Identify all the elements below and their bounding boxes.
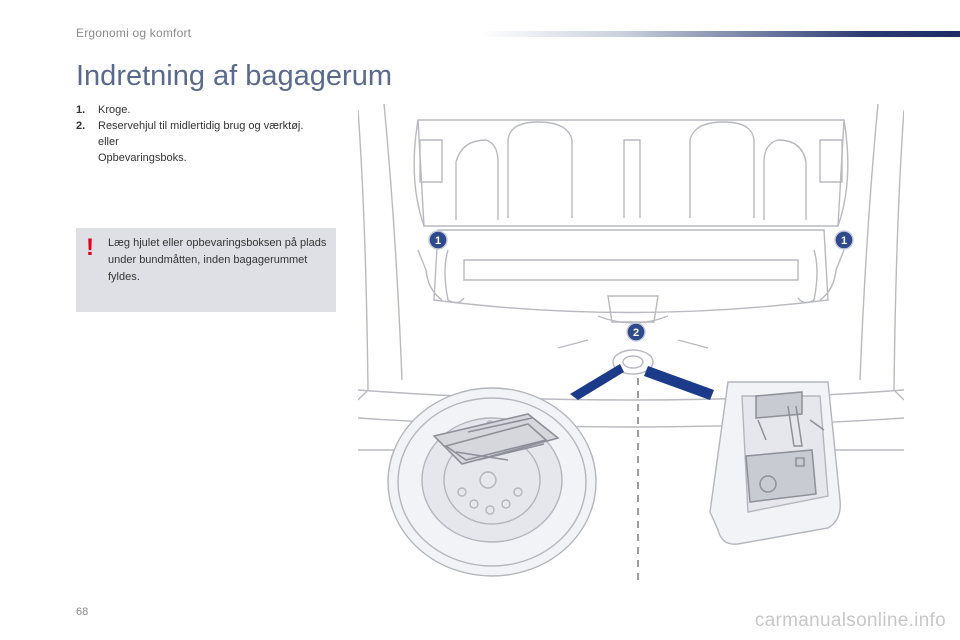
warning-text: Læg hjulet eller opbevaringsboksen på plads under bundmåtten, inden bagagerummet fyldes. (108, 237, 327, 283)
trunk-illustration (358, 100, 904, 584)
exclamation-icon: ! (86, 234, 94, 261)
item-list (76, 102, 346, 166)
list-item (76, 118, 346, 134)
warning-box (76, 228, 336, 312)
list-item (76, 102, 346, 118)
item-text: Reservehjul til midlertidig brug og værktøj. (98, 120, 304, 132)
callout-1-right (835, 231, 853, 249)
section-header: Ergonomi og komfort (76, 26, 192, 40)
item-number: 1. (76, 104, 86, 116)
callout-2 (627, 323, 645, 341)
callout-1-left (429, 231, 447, 249)
callout-label: 2 (632, 327, 640, 339)
header-bar (480, 31, 960, 37)
page-title: Indretning af bagagerum (76, 60, 392, 92)
watermark: carmanualsonline.info (754, 610, 946, 631)
page-number: 68 (76, 606, 89, 618)
item-sub-line: eller (98, 136, 119, 148)
callout-label: 1 (840, 235, 848, 247)
item-sub-line: Opbevaringsboks. (98, 152, 187, 164)
item-number: 2. (76, 120, 86, 132)
item-text: Kroge. (98, 104, 131, 116)
callout-label: 1 (434, 235, 442, 247)
